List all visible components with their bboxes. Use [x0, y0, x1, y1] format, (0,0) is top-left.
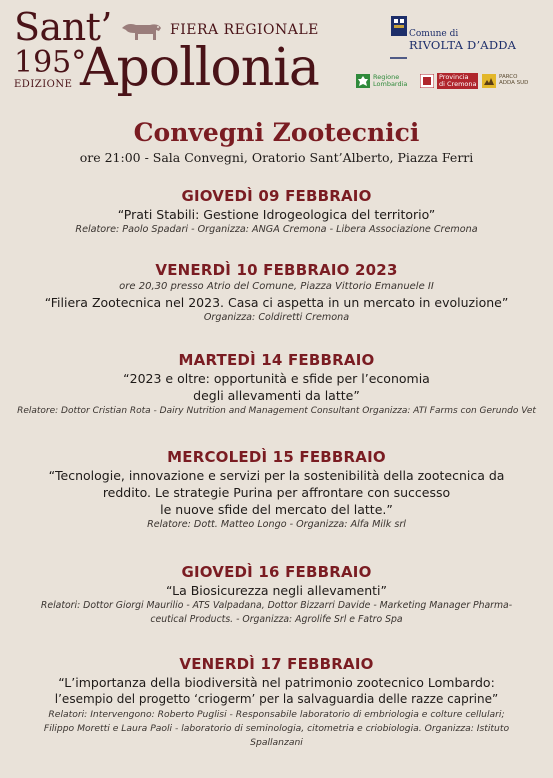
partner-regione-line1: Regione: [373, 73, 400, 82]
event-note-line: Spallanzani: [250, 737, 303, 748]
event-title-line: “Filiera Zootecnica nel 2023. Casa ci aspetta in un mercato in evoluzione”: [44, 295, 509, 310]
partner-parco: [482, 70, 528, 92]
partner-provincia: [420, 70, 478, 92]
event-title-line: le nuove sfide del mercato del latte.”: [160, 502, 393, 517]
event-day: VENERDÌ 10 FEBBRAIO 2023: [155, 261, 398, 279]
brand-santa: Sant’: [14, 5, 113, 49]
partner-provincia-line1: Provincia: [439, 73, 469, 82]
event-3: [0, 350, 553, 418]
event-day: MERCOLEDÌ 15 FEBBRAIO: [167, 448, 386, 466]
comune-small-label: Comune di: [409, 29, 459, 39]
event-note-line: Relatore: Dott. Matteo Longo - Organizza: Alfa Milk srl: [147, 519, 406, 530]
event-day: GIOVEDÌ 16 FEBBRAIO: [181, 563, 372, 581]
partner-parco-line1: PARCO: [499, 74, 518, 81]
event-1: [0, 186, 553, 237]
brand-edition-word: EDIZIONE: [14, 79, 73, 90]
event-title-line: reddito. Le strategie Purina per affrontare con successo: [102, 485, 451, 500]
event-pre-line: ore 20,30 presso Atrio del Comune, Piazza Vittorio Emanuele II: [119, 281, 434, 292]
event-title-line: “La Biosicurezza negli allevamenti”: [166, 583, 387, 598]
event-2: [0, 260, 553, 325]
event-5: [0, 562, 553, 627]
comune-big-label: RIVOLTA D’ADDA: [409, 38, 517, 53]
brand-name: Apollonia: [80, 38, 319, 98]
event-day: MARTEDÌ 14 FEBBRAIO: [178, 351, 375, 369]
event-title-line: “L’importanza della biodiversità nel patrimonio zootecnico Lombardo:: [58, 675, 495, 690]
event-note-line: Relatori: Intervengono: Roberto Puglisi - Responsabile laboratorio di embriologia e colture cellulari;: [48, 709, 505, 720]
comune-name: [409, 30, 516, 52]
partner-logos: [356, 70, 546, 92]
event-4: [0, 447, 553, 532]
event-note-line: Relatore: Dottor Cristian Rota - Dairy Nutrition and Management Consultant Organizza: ATI Farms con Gerundo Vet: [17, 406, 536, 416]
event-day: VENERDÌ 17 FEBBRAIO: [179, 655, 374, 673]
partner-regione-line2: Lombardia: [373, 80, 408, 88]
event-note-line: ceutical Products. - Organizza: Agrolife Srl e Fatro Spa: [150, 614, 403, 625]
brand-edition-number: 195°: [14, 45, 87, 80]
event-title-line: “Prati Stabili: Gestione Idrogeologica del territorio”: [117, 207, 436, 222]
event-note-line: Organizza: Coldiretti Cremona: [203, 312, 350, 323]
event-note-line: Relatori: Dottor Giorgi Maurilio - ATS Valpadana, Dottor Bizzarri Davide - Marketing Manager Pharma-: [40, 600, 513, 611]
event-title-line: degli allevamenti da latte”: [193, 388, 360, 403]
poster-header: [0, 0, 553, 110]
page-title: Convegni Zootecnici: [133, 118, 420, 147]
event-title-line: “Tecnologie, innovazione e servizi per la sostenibilità della zootecnica da: [48, 468, 505, 483]
brand-fair-label: FIERA REGIONALE: [170, 22, 319, 38]
regione-lombardia-logo: [356, 74, 370, 88]
event-6: [0, 654, 553, 750]
parco-adda-sud-logo: [482, 74, 496, 88]
event-note-line: Filippo Moretti e Laura Paoli - laboratorio di seminologia, citometria e criobiologia. Organizza: Istituto: [43, 723, 510, 734]
page-subtitle: ore 21:00 - Sala Convegni, Oratorio Sant’Alberto, Piazza Ferri: [79, 150, 474, 165]
partner-parco-line2: ADDA SUD: [499, 80, 529, 86]
partner-provincia-line2: di Cremona: [439, 80, 477, 88]
event-title-line: l’esempio del progetto ‘criogerm’ per la salvaguardia delle razze caprine”: [54, 692, 499, 706]
partner-regione: [356, 70, 407, 92]
event-note-line: Relatore: Paolo Spadari - Organizza: ANGA Cremona - Libera Associazione Cremona: [75, 224, 478, 235]
event-day: GIOVEDÌ 09 FEBBRAIO: [181, 187, 372, 205]
event-title-line: “2023 e oltre: opportunità e sfide per l’economia: [123, 371, 430, 386]
provincia-cremona-logo: [420, 74, 434, 88]
